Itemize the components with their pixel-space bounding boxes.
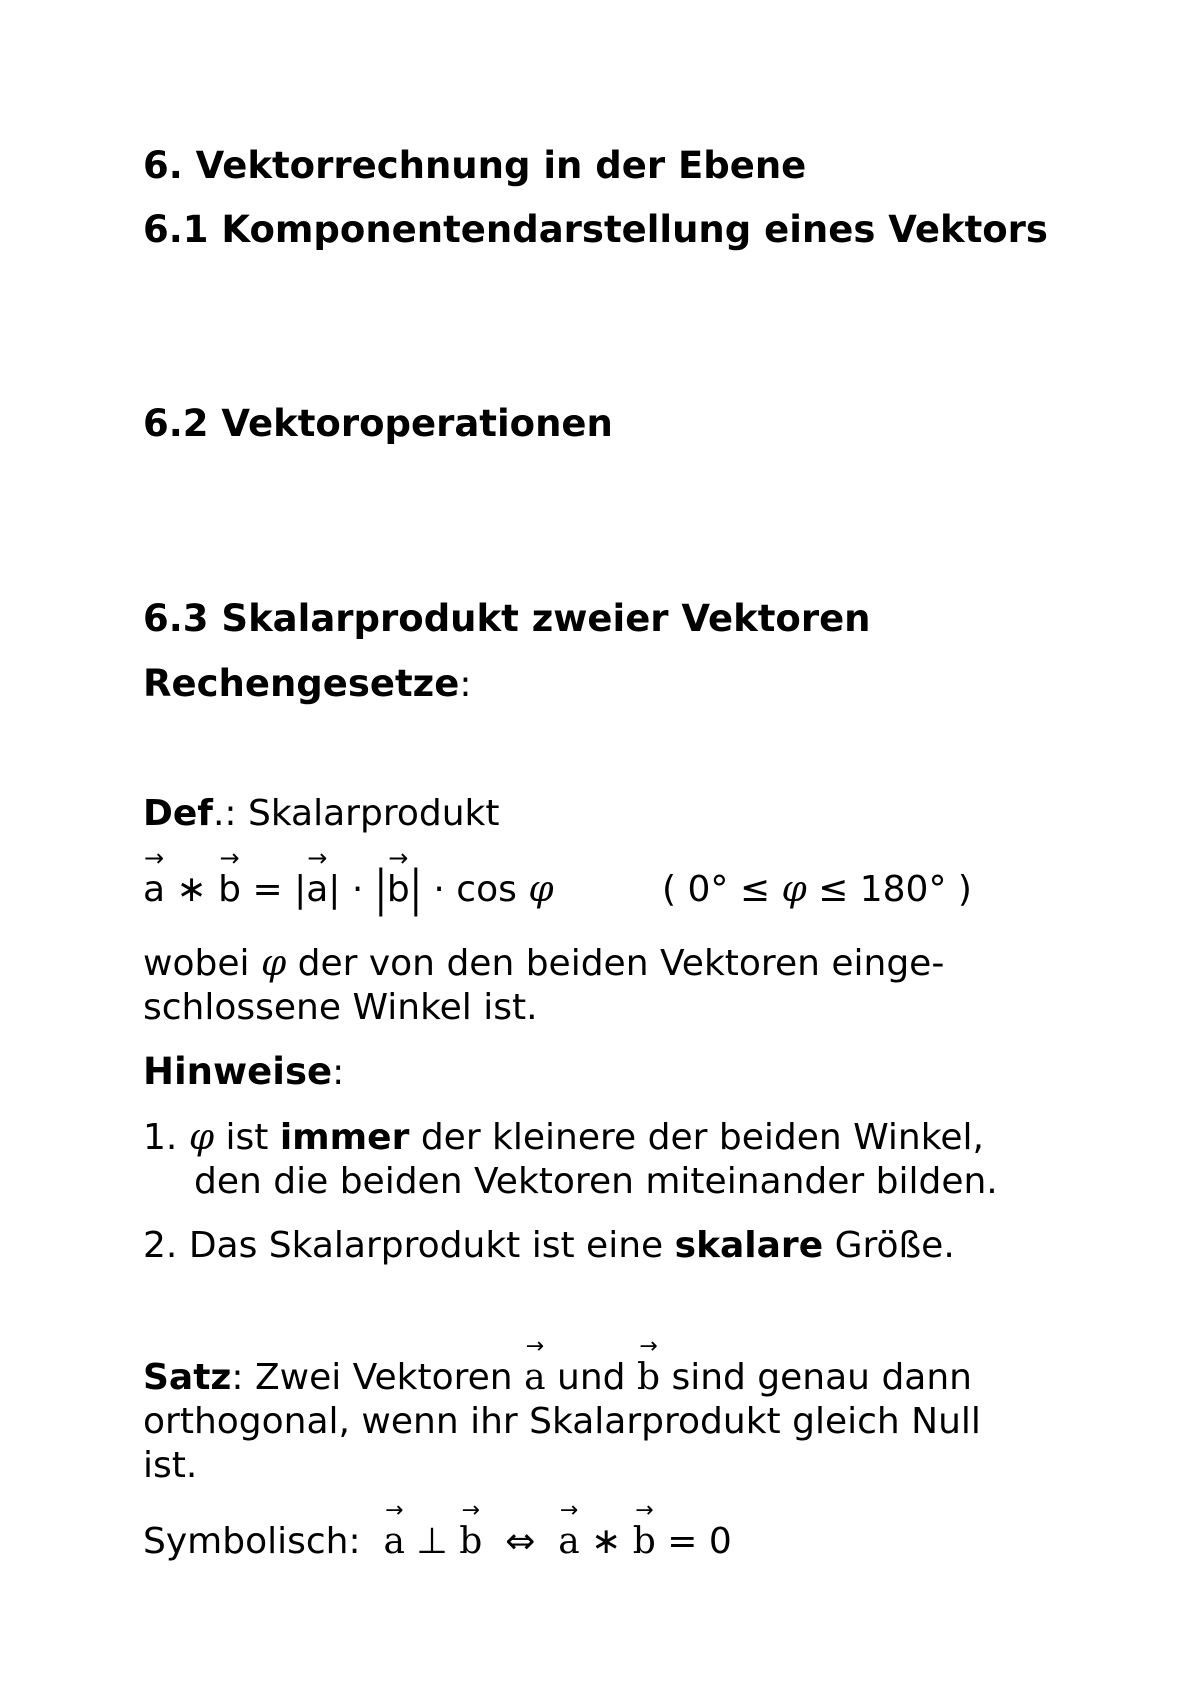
angle-range-close: ≤ 180° ) — [818, 869, 972, 910]
hinweis-item-number: 1. — [143, 1117, 178, 1158]
vector-b: → b — [636, 1334, 660, 1398]
equivalence-symbol: ⇔ — [505, 1521, 536, 1562]
vector-arrow: → — [639, 1334, 658, 1359]
vector-arrow: → — [219, 844, 240, 872]
abs-a: | → a| — [294, 844, 341, 910]
wobei-line-1: wobei φ der von den beiden Vektoren einge- — [143, 943, 945, 984]
vector-arrow: → — [388, 844, 409, 872]
rechengesetze-label: Rechengesetze — [143, 662, 460, 705]
rechengesetze-colon: : — [459, 664, 472, 705]
vector-arrow: → — [143, 844, 165, 872]
vector-arrow: → — [525, 1334, 545, 1359]
vector-arrow: → — [461, 1498, 480, 1523]
hinweis-item-number: 2. — [143, 1225, 178, 1266]
wobei-line-2: schlossene Winkel ist. — [143, 987, 538, 1028]
phi-symbol: φ — [188, 1117, 215, 1158]
symbolisch-label: Symbolisch: — [143, 1521, 361, 1562]
phi-symbol: φ — [260, 943, 287, 984]
hinweis-item-1: 1. φ ist immer der kleinere der beiden Winkel, — [143, 1117, 984, 1158]
abs-b: | → b| — [374, 844, 422, 917]
def-label: Def — [143, 793, 213, 834]
symbolisch-line — [143, 1498, 732, 1564]
equals-zero: = 0 — [667, 1521, 732, 1562]
vector-b: → b — [218, 844, 241, 910]
vector-b: → b — [459, 1498, 483, 1562]
vector-arrow: → — [559, 1498, 579, 1523]
heading-6-3: 6.3 Skalarprodukt zweier Vektoren — [143, 597, 871, 640]
vector-a: → a — [383, 1498, 405, 1562]
satz-line-1: Satz: Zwei Vektoren → a und → b sind genau dann — [143, 1334, 972, 1398]
angle-range-open: ( 0° ≤ — [662, 869, 770, 910]
hinweis-item-1-continuation: den die beiden Vektoren miteinander bilden. — [194, 1161, 998, 1202]
angle-range — [662, 868, 972, 912]
satz-line-3: ist. — [143, 1445, 198, 1486]
vector-arrow: → — [385, 1498, 404, 1523]
emphasis-skalare: skalare — [674, 1225, 824, 1266]
emphasis-immer: immer — [279, 1117, 410, 1158]
vector-a: → a — [558, 1498, 580, 1562]
hinweise-label: Hinweise — [143, 1050, 333, 1093]
multiply-dot-2: · — [433, 869, 445, 910]
multiply-dot-1: · — [351, 869, 364, 910]
heading-6: 6. Vektorrechnung in der Ebene — [143, 144, 807, 187]
scalar-product-formula — [143, 844, 554, 917]
phi-symbol: φ — [528, 869, 554, 910]
vector-arrow: → — [307, 844, 328, 872]
perpendicular-symbol: ⊥ — [416, 1521, 448, 1562]
vector-arrow: → — [635, 1498, 654, 1523]
star-operator: ∗ — [591, 1521, 622, 1562]
satz-label: Satz — [143, 1357, 232, 1398]
rechengesetze-line — [143, 662, 471, 707]
def-text: Skalarprodukt — [247, 793, 500, 834]
hinweise-colon: : — [332, 1052, 345, 1093]
cos-function: cos — [456, 869, 517, 910]
phi-symbol: φ — [781, 869, 807, 910]
heading-6-1: 6.1 Komponentendarstellung eines Vektors — [143, 208, 1048, 251]
def-separator: .: — [212, 793, 248, 834]
hinweise-line — [143, 1050, 344, 1095]
satz-line-2: orthogonal, wenn ihr Skalarprodukt gleich Null — [143, 1401, 981, 1442]
vector-b: → b — [632, 1498, 656, 1562]
star-operator: ∗ — [176, 869, 207, 910]
vector-a: → a — [143, 844, 166, 910]
heading-6-2: 6.2 Vektoroperationen — [143, 402, 613, 445]
hinweis-item-2: 2. Das Skalarprodukt ist eine skalare Größe. — [143, 1225, 955, 1266]
definition-line — [143, 792, 500, 836]
vector-a: → a — [524, 1334, 546, 1398]
equals-sign: = — [252, 869, 283, 910]
